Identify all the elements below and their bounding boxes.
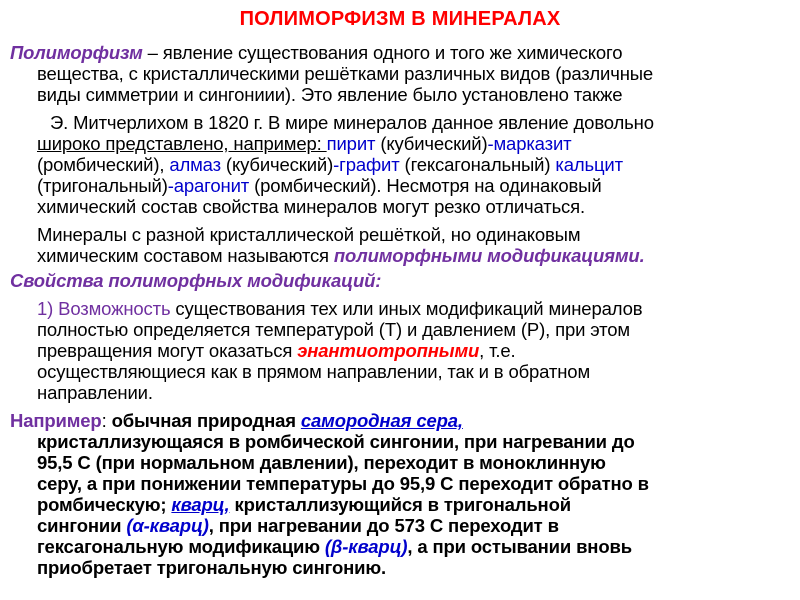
slide-title: ПОЛИМОРФИЗМ В МИНЕРАЛАХ xyxy=(239,8,561,30)
example-line-7 xyxy=(37,536,632,557)
text-span: : xyxy=(101,410,112,431)
text-span: , т.е. xyxy=(479,340,516,361)
paragraph-4-line-1 xyxy=(37,298,642,319)
text-span: кристаллизующийся в тригональной xyxy=(229,494,571,515)
paragraph-2-line-1: Э. Митчерлихом в 1820 г. В мире минералов данное явление довольно xyxy=(50,112,654,133)
term-polymorphism: Полиморфизм xyxy=(10,42,143,63)
text-span: сингонии xyxy=(37,515,127,536)
text-span: обычная природная xyxy=(111,410,301,431)
text-span: широко представлено, например: xyxy=(37,133,327,154)
term-enantiotropic: энантиотропными xyxy=(297,340,480,361)
paragraph-2-line-5: химический состав свойства минералов могут резко отличаться. xyxy=(37,196,586,217)
text-span: (тригональный) xyxy=(37,175,168,196)
text-span: , при нагревании до 573 С переходит в xyxy=(208,515,559,536)
paragraph-4-line-2: полностью определяется температурой (Т) и давлением (Р), при этом xyxy=(37,319,630,340)
dash: - xyxy=(167,175,174,196)
mineral-graphite: графит xyxy=(339,154,400,175)
property-1-label: 1) Возможность xyxy=(37,298,171,319)
paragraph-3-line-2 xyxy=(37,245,645,266)
properties-heading: Свойства полиморфных модификаций: xyxy=(10,270,382,291)
text-span: гексагональную модификацию xyxy=(37,536,325,557)
mineral-beta-quartz: (β-кварц) xyxy=(324,536,408,557)
mineral-calcite: кальцит xyxy=(555,154,623,175)
text-span: (ромбический). Несмотря на одинаковый xyxy=(249,175,602,196)
mineral-aragonite: арагонит xyxy=(173,175,250,196)
term-polymorphic-modifications: полиморфными модификациями. xyxy=(333,245,645,266)
paragraph-2-line-3 xyxy=(37,154,623,175)
example-line-2: кристаллизующаяся в ромбической сингонии, при нагревании до xyxy=(37,431,635,452)
example-label: Например xyxy=(10,410,102,431)
dash: - xyxy=(333,154,340,175)
text-span: – явление существования одного и того же химического xyxy=(142,42,623,63)
example-line-1 xyxy=(10,410,463,431)
dash: - xyxy=(487,133,494,154)
mineral-alpha-quartz: (α-кварц) xyxy=(126,515,209,536)
text-span: (кубический) xyxy=(220,154,334,175)
text-span: ромбическую; xyxy=(37,494,172,515)
paragraph-4-line-5: направлении. xyxy=(37,382,153,403)
paragraph-4-line-4: осуществляющиеся как в прямом направлении, так и в обратном xyxy=(37,361,591,382)
paragraph-3-line-1: Минералы с разной кристаллической решёткой, но одинаковым xyxy=(37,224,581,245)
text-span: существования тех или иных модификаций минералов xyxy=(170,298,643,319)
mineral-marcasite: марказит xyxy=(493,133,572,154)
text-span: (ромбический), xyxy=(37,154,170,175)
text-span: превращения могут оказаться xyxy=(37,340,298,361)
paragraph-1-line-3: виды симметрии и сингониии). Это явление было установлено также xyxy=(37,84,623,105)
example-line-8: приобретает тригональную сингонию. xyxy=(37,557,386,578)
paragraph-1-line-1 xyxy=(10,42,622,63)
mineral-pyrite: пирит xyxy=(326,133,376,154)
paragraph-2-line-4 xyxy=(37,175,602,196)
text-span: (кубический) xyxy=(375,133,488,154)
mineral-quartz: кварц, xyxy=(171,494,230,515)
text-span: химическим составом называются xyxy=(37,245,334,266)
mineral-native-sulfur: самородная сера, xyxy=(300,410,463,431)
example-line-6 xyxy=(37,515,559,536)
text-span: , а при остывании вновь xyxy=(407,536,632,557)
example-line-3: 95,5 С (при нормальном давлении), переходит в моноклинную xyxy=(37,452,606,473)
paragraph-1-line-2: вещества, с кристаллическими решётками различных видов (различные xyxy=(37,63,654,84)
example-line-5 xyxy=(37,494,571,515)
paragraph-4-line-3 xyxy=(37,340,516,361)
example-line-4: серу, а при понижении температуры до 95,9 С переходит обратно в xyxy=(37,473,649,494)
paragraph-2-line-2 xyxy=(37,133,571,154)
mineral-diamond: алмаз xyxy=(169,154,221,175)
text-span: (гексагональный) xyxy=(399,154,556,175)
